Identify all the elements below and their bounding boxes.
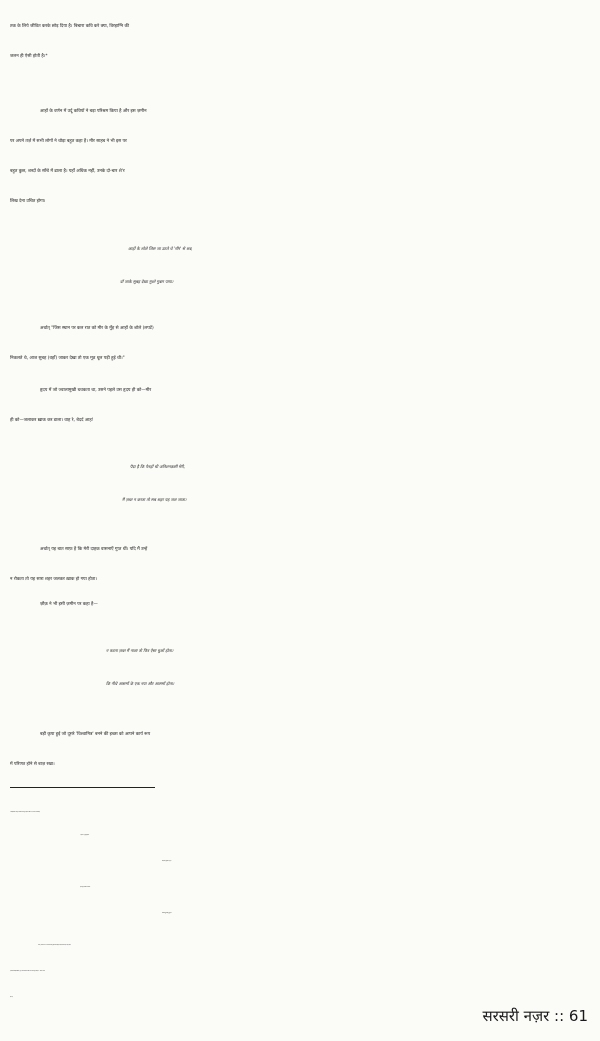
footnote-line: अर्थात् "साधारण आग में जलने की व्यथा कुछ विशेष नहीं है, विरहजन्य व्यथा ही असह्य वेदना [38, 945, 71, 946]
verse-1 [0, 232, 600, 298]
verse-line: कि नीचे आसमाँ के एक नया और आसमाँ होता। [106, 681, 175, 686]
text-line: बहुत कुछ, शब्दों के साँचे में ढाला है। यहाँ अधिक नहीं, उनके दो-चार शे'र [10, 169, 125, 174]
footnote-line: * विरहाग्नि की असह्यता प्रमाणित करते हुए श्रीहर्ष ने 'नैषध' में एक स्थान पर लिखा है— [10, 812, 41, 813]
footnote-sanskrit-verse [0, 823, 600, 927]
paragraph-4 [0, 376, 600, 436]
text-line: पर अपने तर्ज़ में सभी लोगों ने थोड़ा बहुत कहा है। मीर साहब ने भी इस पर [10, 139, 127, 144]
verse-3 [0, 634, 600, 700]
text-line: हृदय में जो ज्वालामुखी धधकता था, उसने पहले उस हृदय ही को—मीर [40, 388, 152, 393]
text-line: अर्थात् "जिस स्थान पर कल रात को मीर के मुँह से आहों के शोले (लपटें) [40, 326, 154, 331]
page-footer-folio: सरसरी नज़र :: 61 [482, 1007, 588, 1025]
text-line: बड़ी कृपा हुई जो दूसरे 'विश्वामित्र' बनने की इच्छा को आपने कार्य रूप [40, 732, 151, 737]
footnote-line: कहा है। [10, 997, 13, 998]
paragraph-7 [0, 720, 600, 780]
verse-line: आहों के शोले जिस जा उठते थे 'मीर' से शब, [128, 246, 193, 251]
text-line: ही को—जलाकर ख़ाक कर डाला। वाह रे, बेदर्द आह! [10, 418, 94, 423]
verse-line: न करता ज़ब्त मैं नाला तो फिर ऐसा धुआँ होता। [106, 648, 174, 653]
paragraph-6 [0, 590, 600, 620]
text-line: अर्थात् यह बात साफ़ है कि मेरी दाहक वासनाएँ गुप्त थीं। यदि मैं उन्हें [40, 547, 148, 552]
paragraph-1 [0, 12, 600, 72]
verse-line: प्रियमपासुमुपासितु मुद्धुराः।।" [162, 913, 173, 914]
verse-line: दहनमाशु विशन्ति कथं स्त्रियः, [80, 887, 91, 888]
text-line: लिख देना उचित होगा। [10, 199, 46, 204]
footnote-line: है अन्यथा विरहिणी स्त्रियाँ (मृत) पति से मिलने के लिये आग में क्यों कूद पड़ती हैं?"—कितना अच्छा [10, 971, 45, 972]
verse-line: पैदा है कि पेनहाँ थी अतिशनक़सी मेरी, [130, 464, 185, 469]
verse-2 [0, 450, 600, 516]
text-line: तक के लिये जीवित करके छोड़ दिया है। बिचारा कवि करे क्या, विरहाग्नि की [10, 24, 129, 29]
paragraph-5 [0, 535, 600, 595]
text-line: आहों के वर्णन में उर्दू कवियों ने बड़ा परिश्रम किया है और इस ज़मीन [40, 109, 147, 114]
text-line: जलन ही ऐसी होती है।* [10, 54, 48, 59]
text-line: में परिणत होने से बाज़ रखा। [10, 762, 55, 767]
verse-line: मैं ज़ब्त न करता तो सब शहर यह जल जाता। [122, 497, 187, 502]
footnote-rule [10, 787, 155, 788]
text-line: ज़ौक़ ने भी इसी ज़मीन पर कहा है— [40, 602, 98, 607]
paragraph-3 [0, 314, 600, 374]
text-line: न रोकता तो यह सारा शहर जलकर ख़ाक हो गया होता। [10, 577, 97, 582]
text-line: निकलते थे, आज सुबह (वहाँ) जाकर देखा तो एक मूठ धूल पड़ी हुई थी।" [10, 356, 125, 361]
verse-line: "दहनजा न पृथुर्दवथुव्यथा, [80, 835, 90, 836]
footnote-explanation [0, 933, 600, 1011]
verse-line: विरहजैव पृथुर्यदि ने दृशम्।" [162, 861, 172, 862]
paragraph-2 [0, 97, 600, 217]
verse-line: वाँ जाके सुबह देखा मुश्ते गुबार पाया। [120, 279, 174, 284]
